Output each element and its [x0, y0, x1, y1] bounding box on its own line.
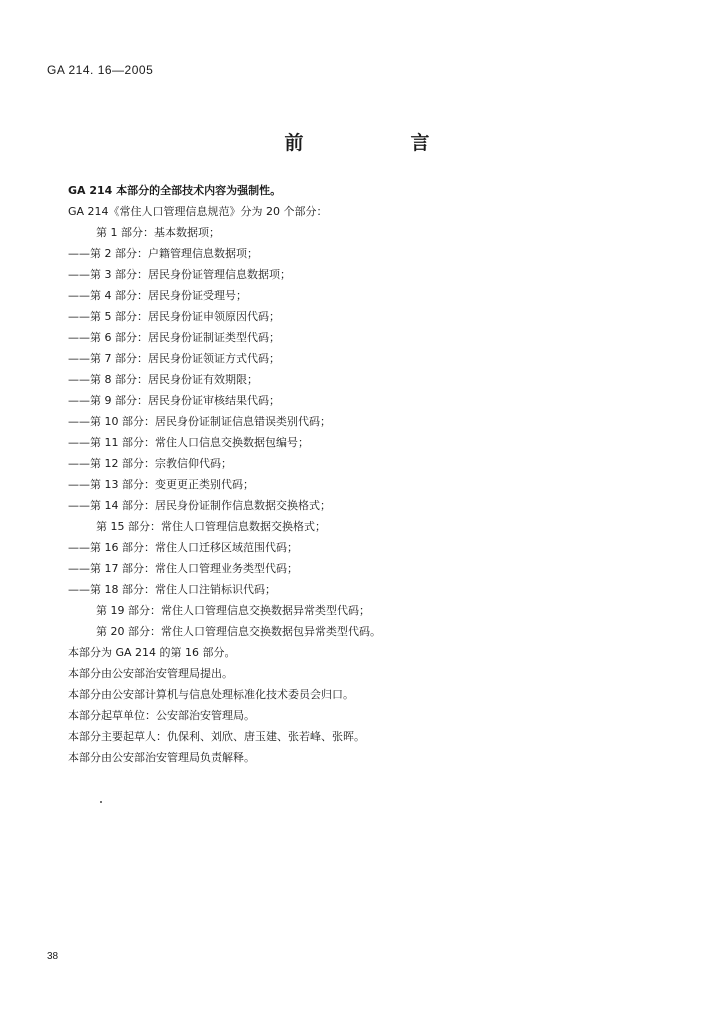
- scan-speck: [100, 801, 102, 803]
- closing-line: 本部分起草单位：公安部治安管理局。: [68, 709, 255, 722]
- part-item: ——第 17 部分：常住人口管理业务类型代码；: [68, 562, 298, 575]
- part-item: ——第 14 部分：居民身份证制作信息数据交换格式；: [68, 499, 331, 512]
- part-item: 第 1 部分：基本数据项；: [96, 226, 220, 239]
- closing-line: 本部分由公安部治安管理局负责解释。: [68, 751, 255, 764]
- part-item: ——第 4 部分：居民身份证受理号；: [68, 289, 247, 302]
- closing-line: 本部分由公安部计算机与信息处理标准化技术委员会归口。: [68, 688, 354, 701]
- part-item: ——第 7 部分：居民身份证领证方式代码；: [68, 352, 280, 365]
- intro-line: GA 214《常住人口管理信息规范》分为 20 个部分：: [68, 205, 328, 218]
- part-item: ——第 5 部分：居民身份证申领原因代码；: [68, 310, 280, 323]
- closing-line: 本部分为 GA 214 的第 16 部分。: [68, 646, 236, 659]
- closing-line: 本部分由公安部治安管理局提出。: [68, 667, 233, 680]
- standard-number: GA 214. 16—2005: [47, 63, 154, 77]
- part-item: 第 19 部分：常住人口管理信息交换数据异常类型代码；: [96, 604, 370, 617]
- part-item: 第 20 部分：常住人口管理信息交换数据包异常类型代码。: [96, 625, 381, 638]
- part-item: ——第 13 部分：变更更正类别代码；: [68, 478, 254, 491]
- closing-line: 本部分主要起草人：仇保利、刘欣、唐玉建、张若峰、张晖。: [68, 730, 365, 743]
- part-item: ——第 8 部分：居民身份证有效期限；: [68, 373, 258, 386]
- part-item: ——第 12 部分：宗教信仰代码；: [68, 457, 232, 470]
- page-title: 前 言: [284, 132, 474, 154]
- part-item: 第 15 部分：常住人口管理信息数据交换格式；: [96, 520, 326, 533]
- part-item: ——第 11 部分：常住人口信息交换数据包编号；: [68, 436, 309, 449]
- intro-line: GA 214 本部分的全部技术内容为强制性。: [68, 184, 282, 197]
- part-item: ——第 6 部分：居民身份证制证类型代码；: [68, 331, 280, 344]
- part-item: ——第 2 部分：户籍管理信息数据项；: [68, 247, 258, 260]
- part-item: ——第 9 部分：居民身份证审核结果代码；: [68, 394, 280, 407]
- part-item: ——第 3 部分：居民身份证管理信息数据项；: [68, 268, 291, 281]
- part-item: ——第 16 部分：常住人口迁移区域范围代码；: [68, 541, 298, 554]
- part-item: ——第 10 部分：居民身份证制证信息错误类别代码；: [68, 415, 331, 428]
- part-item: ——第 18 部分：常住人口注销标识代码；: [68, 583, 276, 596]
- page-number: 38: [47, 951, 59, 962]
